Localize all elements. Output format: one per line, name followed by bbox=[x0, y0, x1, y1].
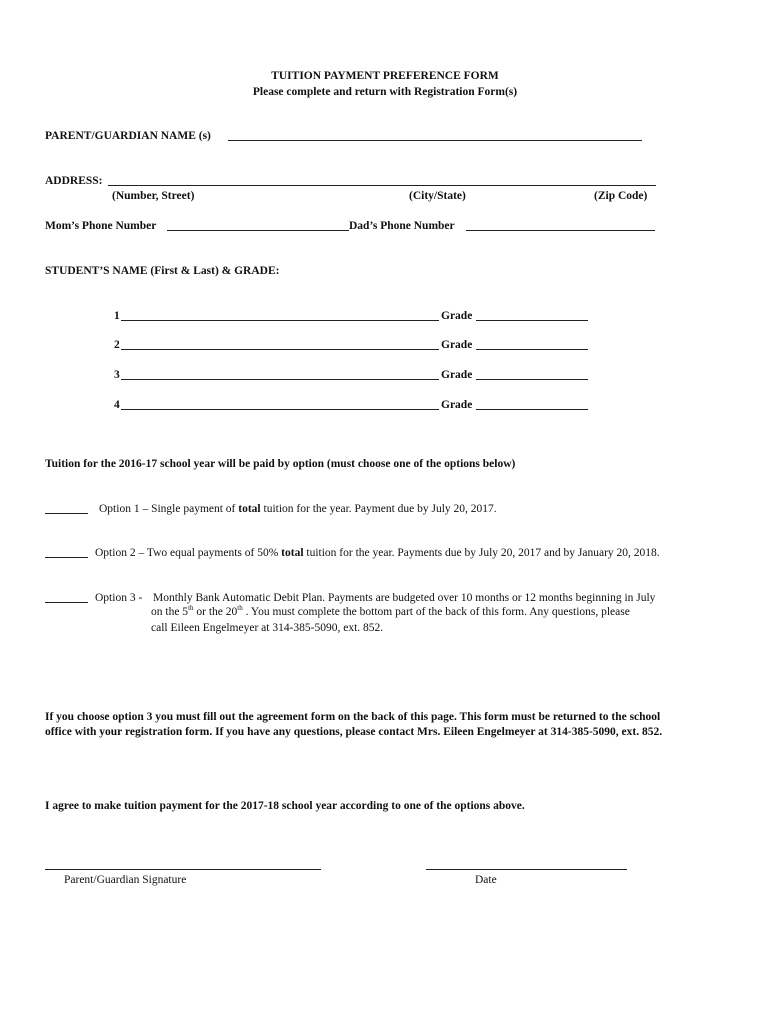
dad-phone-label: Dad’s Phone Number bbox=[349, 220, 455, 232]
student-row-number: 2 bbox=[114, 339, 120, 351]
dad-phone-field[interactable] bbox=[466, 230, 655, 231]
option-3-label: Option 3 - bbox=[95, 592, 143, 604]
signature-caption: Parent/Guardian Signature bbox=[64, 874, 187, 886]
option-2-checkline[interactable] bbox=[45, 557, 88, 558]
option-3-line-3: call Eileen Engelmeyer at 314-385-5090, ext. 852. bbox=[151, 622, 384, 634]
grade-field[interactable] bbox=[476, 349, 588, 350]
form-title: TUITION PAYMENT PREFERENCE FORM bbox=[271, 70, 499, 82]
grade-field[interactable] bbox=[476, 379, 588, 380]
grade-label: Grade bbox=[441, 399, 473, 411]
grade-field[interactable] bbox=[476, 409, 588, 410]
address-label: ADDRESS: bbox=[45, 175, 103, 187]
student-row-number: 1 bbox=[114, 310, 120, 322]
grade-label: Grade bbox=[441, 310, 473, 322]
option-3-checkline[interactable] bbox=[45, 602, 88, 603]
street-caption: (Number, Street) bbox=[112, 190, 195, 202]
option-1-text: Option 1 – Single payment of total tuition for the year. Payment due by July 20, 2017. bbox=[99, 503, 497, 515]
student-name-field[interactable] bbox=[121, 320, 439, 321]
city-caption: (City/State) bbox=[409, 190, 466, 202]
option-2-text: Option 2 – Two equal payments of 50% total tuition for the year. Payments due by July 20, 2017 and by January 20, 2018. bbox=[95, 547, 660, 559]
notice-line-1: If you choose option 3 you must fill out the agreement form on the back of this page. This form must be returned to the school bbox=[45, 711, 661, 723]
student-name-field[interactable] bbox=[121, 349, 439, 350]
parent-name-field[interactable] bbox=[228, 140, 642, 141]
form-subtitle: Please complete and return with Registration Form(s) bbox=[252, 86, 518, 98]
signature-field[interactable] bbox=[45, 869, 321, 870]
notice-line-2: office with your registration form. If you have any questions, please contact Mrs. Eileen Engelmeyer at 314-385-5090, ext. 852. bbox=[45, 726, 663, 738]
mom-phone-label: Mom’s Phone Number bbox=[45, 220, 157, 232]
students-heading: STUDENT’S NAME (First & Last) & GRADE: bbox=[45, 265, 280, 277]
zip-caption: (Zip Code) bbox=[594, 190, 648, 202]
option-1-checkline[interactable] bbox=[45, 513, 88, 514]
grade-field[interactable] bbox=[476, 320, 588, 321]
student-name-field[interactable] bbox=[121, 379, 439, 380]
date-caption: Date bbox=[475, 874, 497, 886]
tuition-instruction: Tuition for the 2016-17 school year will be paid by option (must choose one of the options below) bbox=[45, 458, 516, 470]
student-row-number: 3 bbox=[114, 369, 120, 381]
grade-label: Grade bbox=[441, 369, 473, 381]
student-row-number: 4 bbox=[114, 399, 120, 411]
parent-name-label: PARENT/GUARDIAN NAME (s) bbox=[45, 130, 211, 142]
date-field[interactable] bbox=[426, 869, 627, 870]
grade-label: Grade bbox=[441, 339, 473, 351]
option-3-line-1: Monthly Bank Automatic Debit Plan. Payments are budgeted over 10 months or 12 months beginning in July bbox=[153, 592, 656, 604]
student-name-field[interactable] bbox=[121, 409, 439, 410]
mom-phone-field[interactable] bbox=[167, 230, 349, 231]
address-field[interactable] bbox=[108, 185, 656, 186]
agreement-text: I agree to make tuition payment for the 2017-18 school year according to one of the options above. bbox=[45, 800, 525, 812]
option-3-line-2: on the 5th or the 20th . You must complete the bottom part of the back of this form. Any questions, please bbox=[151, 604, 630, 618]
